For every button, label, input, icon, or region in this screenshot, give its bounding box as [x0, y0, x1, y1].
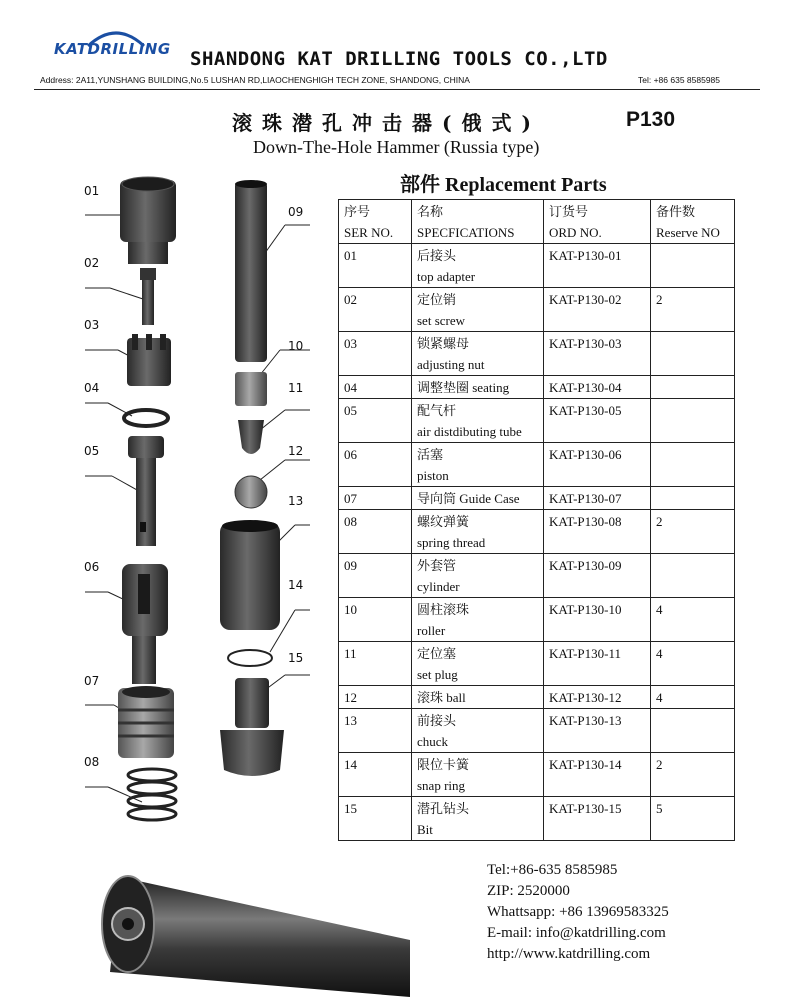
table-cell — [544, 554, 651, 598]
header-ser-en: SER NO. — [344, 225, 394, 240]
part-piston — [122, 564, 168, 684]
row-order-no: KAT-P130-05 — [549, 403, 622, 418]
table-cell — [544, 332, 651, 376]
table-cell — [651, 598, 735, 642]
part-roller — [235, 372, 267, 406]
part-set-screw — [140, 268, 156, 325]
table-cell — [412, 443, 544, 487]
row-ser-no: 05 — [344, 403, 357, 418]
table-cell — [651, 332, 735, 376]
contact-block — [487, 860, 669, 965]
table-cell — [544, 709, 651, 753]
table-row — [339, 797, 735, 841]
parts-table — [338, 199, 735, 841]
row-name-cn: 限位卡簧 — [417, 757, 470, 772]
contact-zip: ZIP: 2520000 — [487, 883, 570, 899]
table-cell — [339, 443, 412, 487]
part-label-14: 14 — [288, 578, 304, 592]
row-ser-no: 14 — [344, 757, 357, 772]
header-ser-cn: 序号 — [344, 204, 371, 219]
row-name-en: piston — [417, 468, 449, 483]
title-english: Down-The-Hole Hammer (Russia type) — [253, 137, 540, 157]
part-seating — [124, 410, 168, 426]
header-cell-spec — [412, 200, 544, 244]
row-reserve-no: 4 — [656, 602, 663, 617]
table-cell — [412, 709, 544, 753]
part-label-10: 10 — [288, 339, 304, 353]
contact-tel: Tel:+86-635 8585985 — [487, 862, 618, 878]
header-cell-reserve — [651, 200, 735, 244]
row-ser-no: 10 — [344, 602, 357, 617]
table-cell — [412, 753, 544, 797]
table-cell — [544, 642, 651, 686]
row-ser-no: 09 — [344, 558, 357, 573]
table-cell — [412, 332, 544, 376]
part-label-11: 11 — [288, 381, 304, 395]
part-spring-thread — [128, 769, 176, 820]
table-cell — [412, 686, 544, 709]
table-cell — [651, 554, 735, 598]
row-name-cn: 活塞 — [417, 447, 444, 462]
row-name-en: cylinder — [417, 579, 460, 594]
row-name-en: spring thread — [417, 535, 486, 550]
row-name-en: set plug — [417, 667, 458, 682]
part-air-distributing-tube — [128, 436, 164, 546]
table-cell — [651, 399, 735, 443]
table-row — [339, 642, 735, 686]
row-reserve-no: 2 — [656, 514, 663, 529]
hammer-illustration — [90, 862, 410, 997]
contact-website[interactable]: http://www.katdrilling.com — [487, 946, 651, 962]
table-cell — [412, 797, 544, 841]
table-cell — [651, 686, 735, 709]
row-name-en: set screw — [417, 313, 466, 328]
table-cell — [339, 554, 412, 598]
part-label-01: 01 — [84, 184, 100, 198]
row-reserve-no: 4 — [656, 646, 663, 661]
row-ser-no: 02 — [344, 292, 357, 307]
row-ser-no: 01 — [344, 248, 357, 263]
table-cell — [339, 332, 412, 376]
table-cell — [412, 244, 544, 288]
table-cell — [651, 642, 735, 686]
part-label-12: 12 — [288, 444, 304, 458]
row-name-cn: 定位销 — [417, 292, 457, 307]
table-cell — [651, 443, 735, 487]
table-cell — [339, 288, 412, 332]
table-row — [339, 709, 735, 753]
part-set-plug — [238, 420, 264, 454]
part-chuck — [220, 520, 280, 630]
row-name-en: Bit — [417, 822, 433, 837]
row-order-no: KAT-P130-09 — [549, 558, 622, 573]
part-label-02: 02 — [84, 256, 100, 270]
contact-whatsapp: Whattsapp: +86 13969583325 — [487, 904, 669, 920]
row-name-en: air distdibuting tube — [417, 424, 522, 439]
table-row — [339, 288, 735, 332]
table-cell — [339, 244, 412, 288]
row-ser-no: 06 — [344, 447, 357, 462]
table-cell — [339, 686, 412, 709]
table-cell — [339, 376, 412, 399]
row-name-cn: 外套管 — [417, 558, 457, 573]
row-order-no: KAT-P130-07 — [549, 491, 622, 506]
table-cell — [339, 797, 412, 841]
part-ball — [235, 476, 267, 508]
row-reserve-no: 2 — [656, 292, 663, 307]
row-ser-no: 08 — [344, 514, 357, 529]
table-header-row — [339, 200, 735, 244]
row-name-en: snap ring — [417, 778, 466, 793]
table-cell — [544, 686, 651, 709]
part-label-13: 13 — [288, 494, 304, 508]
contact-email[interactable]: E-mail: info@katdrilling.com — [487, 925, 666, 941]
row-name-cn: 导向筒 Guide Case — [417, 491, 520, 506]
row-name-cn: 螺纹弹簧 — [417, 514, 470, 529]
table-row — [339, 686, 735, 709]
table-cell — [651, 487, 735, 510]
table-cell — [544, 399, 651, 443]
row-name-en: roller — [417, 623, 446, 638]
row-order-no: KAT-P130-13 — [549, 713, 622, 728]
table-cell — [339, 487, 412, 510]
table-cell — [544, 244, 651, 288]
row-order-no: KAT-P130-14 — [549, 757, 622, 772]
table-row — [339, 399, 735, 443]
table-cell — [544, 797, 651, 841]
table-cell — [412, 510, 544, 554]
table-cell — [544, 487, 651, 510]
table-row — [339, 753, 735, 797]
row-name-en: top adapter — [417, 269, 476, 284]
part-adjusting-nut — [127, 334, 171, 386]
table-cell — [339, 709, 412, 753]
row-name-en: adjusting nut — [417, 357, 485, 372]
header-spec-cn: 名称 — [417, 204, 444, 219]
table-cell — [339, 642, 412, 686]
table-cell — [544, 288, 651, 332]
part-bit — [220, 678, 284, 776]
row-order-no: KAT-P130-12 — [549, 690, 622, 705]
part-snap-ring — [228, 650, 272, 666]
table-cell — [412, 288, 544, 332]
table-cell — [412, 598, 544, 642]
table-row — [339, 598, 735, 642]
table-row — [339, 510, 735, 554]
header-cell-ser — [339, 200, 412, 244]
table-cell — [544, 598, 651, 642]
part-label-03: 03 — [84, 318, 100, 332]
title-chinese: 滚珠潜孔冲击器(俄式) — [232, 111, 541, 135]
row-name-cn: 配气杆 — [417, 403, 457, 418]
part-label-05: 05 — [84, 444, 100, 458]
table-cell — [651, 510, 735, 554]
header-ord-en: ORD NO. — [549, 225, 602, 240]
part-cylinder — [235, 180, 267, 362]
row-ser-no: 07 — [344, 491, 357, 506]
parts-heading: 部件 Replacement Parts — [400, 174, 607, 196]
row-order-no: KAT-P130-15 — [549, 801, 622, 816]
table-cell — [339, 510, 412, 554]
company-address: Address: 2A11,YUNSHANG BUILDING,No.5 LUSHAN RD,LIAOCHENGHIGH TECH ZONE, SHANDONG, CHINA — [40, 75, 470, 85]
row-order-no: KAT-P130-02 — [549, 292, 622, 307]
header-reserve-cn: 备件数 — [656, 204, 696, 219]
table-cell — [412, 399, 544, 443]
part-label-07: 07 — [84, 674, 100, 688]
part-label-08: 08 — [84, 755, 100, 769]
row-order-no: KAT-P130-08 — [549, 514, 622, 529]
row-reserve-no: 4 — [656, 690, 663, 705]
row-order-no: KAT-P130-03 — [549, 336, 622, 351]
row-reserve-no: 5 — [656, 801, 663, 816]
row-ser-no: 13 — [344, 713, 357, 728]
row-ser-no: 03 — [344, 336, 357, 351]
part-guide-case — [118, 686, 174, 758]
table-cell — [544, 753, 651, 797]
table-row — [339, 376, 735, 399]
row-name-cn: 滚珠 ball — [417, 690, 466, 705]
table-row — [339, 332, 735, 376]
row-reserve-no: 2 — [656, 757, 663, 772]
company-name: SHANDONG KAT DRILLING TOOLS CO.,LTD — [190, 48, 608, 70]
part-label-09: 09 — [288, 205, 304, 219]
row-name-cn: 潜孔钻头 — [417, 801, 470, 816]
row-order-no: KAT-P130-11 — [549, 646, 621, 661]
table-row — [339, 244, 735, 288]
table-cell — [651, 376, 735, 399]
part-label-15: 15 — [288, 651, 304, 665]
part-label-06: 06 — [84, 560, 100, 574]
table-cell — [339, 598, 412, 642]
header-reserve-en: Reserve NO — [656, 225, 720, 240]
table-cell — [412, 554, 544, 598]
row-ser-no: 15 — [344, 801, 357, 816]
row-order-no: KAT-P130-10 — [549, 602, 622, 617]
row-order-no: KAT-P130-04 — [549, 380, 622, 395]
table-cell — [412, 487, 544, 510]
table-cell — [339, 399, 412, 443]
table-cell — [651, 288, 735, 332]
table-row — [339, 487, 735, 510]
company-logo — [54, 34, 174, 74]
row-name-cn: 圆柱滚珠 — [417, 602, 470, 617]
header-divider — [34, 89, 760, 90]
table-cell — [544, 376, 651, 399]
row-ser-no: 11 — [344, 646, 357, 661]
table-cell — [651, 709, 735, 753]
logo-text: KATDRILLING — [54, 40, 171, 58]
row-name-cn: 定位塞 — [417, 646, 457, 661]
table-cell — [651, 753, 735, 797]
row-ser-no: 04 — [344, 380, 357, 395]
header-ord-cn: 订货号 — [549, 204, 589, 219]
table-row — [339, 554, 735, 598]
table-cell — [339, 753, 412, 797]
header-spec-en: SPECFICATIONS — [417, 225, 515, 240]
row-name-cn: 前接头 — [417, 713, 457, 728]
table-cell — [412, 642, 544, 686]
row-ser-no: 12 — [344, 690, 357, 705]
table-cell — [544, 443, 651, 487]
part-top-adapter — [120, 177, 176, 264]
row-name-en: chuck — [417, 734, 449, 749]
table-cell — [651, 797, 735, 841]
row-order-no: KAT-P130-06 — [549, 447, 622, 462]
table-cell — [544, 510, 651, 554]
header-cell-ord — [544, 200, 651, 244]
row-name-cn: 调整垫圈 seating — [417, 380, 510, 395]
table-row — [339, 443, 735, 487]
table-cell — [651, 244, 735, 288]
part-label-04: 04 — [84, 381, 100, 395]
table-cell — [412, 376, 544, 399]
parts-illustration — [80, 170, 330, 840]
row-name-cn: 锁紧螺母 — [417, 336, 470, 351]
model-number: P130 — [626, 108, 676, 131]
row-order-no: KAT-P130-01 — [549, 248, 622, 263]
header-telephone: Tel: +86 635 8585985 — [638, 75, 721, 85]
row-name-cn: 后接头 — [417, 248, 457, 263]
